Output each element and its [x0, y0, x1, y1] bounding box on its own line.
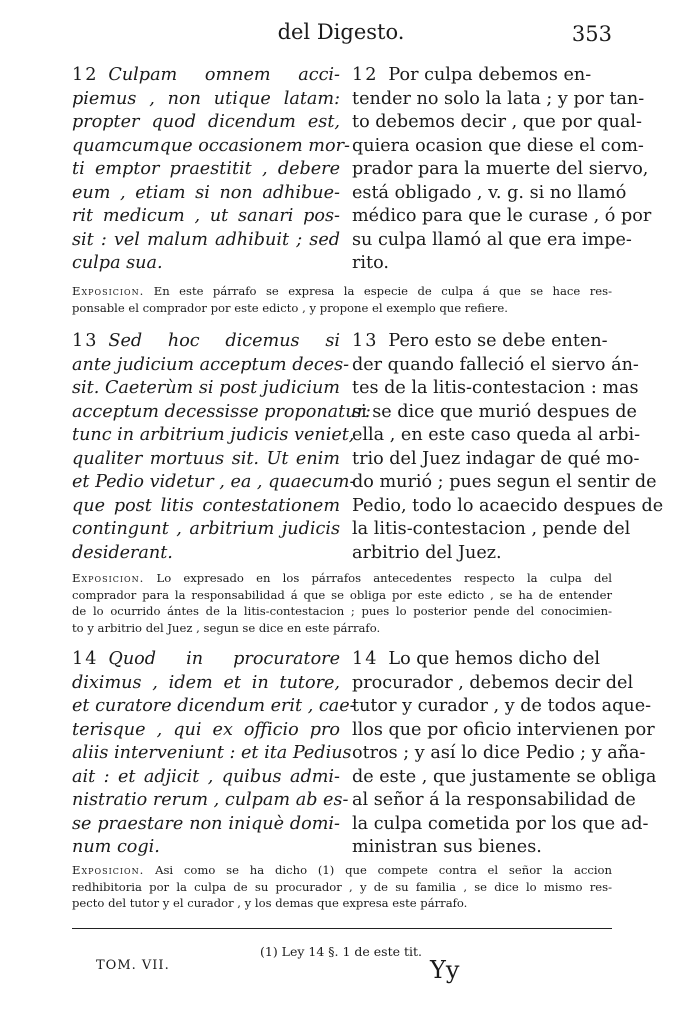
exposicion-line: ponsable el comprador por este edicto , y propone el exemplo que refiere. [72, 300, 508, 315]
exposicion-line: Lo expresado en los párrafos antecedentes respecto la culpa del [156, 571, 612, 585]
section-12-exposicion [72, 283, 612, 316]
latin-line: tunc in arbitrium judicis veniet, [72, 425, 355, 445]
exposicion-label: Exposicion. [72, 863, 145, 877]
latin-line: sit. Caeterùm si post judicium [72, 378, 340, 398]
page-number: 353 [571, 22, 612, 46]
spanish-line: rito. [352, 253, 389, 273]
spanish-line: llos que por oficio intervienen por [352, 719, 655, 740]
spanish-line: to debemos decir , que por qual- [352, 112, 642, 132]
spanish-line: su culpa llamó al que era impe- [352, 229, 632, 250]
section-14-latin [72, 648, 356, 860]
latin-line: Sed hoc dicemus si [108, 331, 340, 351]
spanish-line: procurador , debemos decir del [352, 672, 634, 693]
exposicion-line: pecto del tutor y el curador , y los demas que expresa este párrafo. [72, 896, 468, 910]
spanish-line: do murió ; pues segun el sentir de [352, 472, 657, 492]
section-number: 12 [352, 65, 379, 85]
latin-line: ante judicium acceptum deces- [72, 354, 350, 375]
latin-line: et curatore dicendum erit , cae- [72, 696, 356, 716]
latin-line: qualiter mortuus sit. Ut enim [72, 448, 340, 469]
spanish-line: médico para que le curase , ó por [352, 206, 652, 226]
exposicion-line: to y arbitrio del Juez , segun se dice en este párrafo. [72, 620, 381, 635]
spanish-line: está obligado , v. g. si no llamó [352, 182, 627, 203]
latin-line: rit medicum , ut sanari pos- [72, 206, 340, 226]
section-13-spanish [352, 330, 664, 565]
latin-line: contingunt , arbitrium judicis [72, 519, 340, 539]
latin-line: culpa sua. [72, 253, 163, 273]
latin-line: Quod in procuratore [108, 649, 340, 669]
spanish-line: prador para la muerte del siervo, [352, 159, 649, 179]
latin-line: desiderant. [72, 542, 173, 563]
running-head-title: del Digesto. [277, 20, 405, 44]
exposicion-line: En este párrafo se expresa la especie de culpa á que se hace res- [153, 284, 612, 298]
latin-line: acceptum decessisse proponatur: [72, 401, 371, 422]
spanish-line: Pedio, todo lo acaecido despues de [352, 495, 664, 516]
latin-line: Culpam omnem acci- [108, 65, 340, 85]
exposicion-line: Asi como se ha dicho (1) que compete contra el señor la accion [155, 863, 613, 877]
spanish-line: otros ; y así lo dice Pedio ; y aña- [352, 743, 646, 763]
exposicion-label: Exposicion. [72, 284, 145, 298]
latin-line: num cogi. [72, 837, 160, 857]
latin-line: que post litis contestationem [72, 495, 340, 516]
spanish-line: trio del Juez indagar de qué mo- [352, 448, 640, 469]
footnote: (1) Ley 14 §. 1 de este tit. [259, 944, 422, 959]
section-number: 14 [352, 649, 379, 669]
spanish-line: tutor y curador , y de todos aque- [352, 696, 652, 716]
section-number: 13 [352, 331, 379, 351]
volume-signature: TOM. VII. [96, 958, 170, 973]
latin-line: propter quod dicendum est, [72, 112, 340, 132]
spanish-line: tes de la litis-contestacion : mas [352, 378, 639, 398]
latin-line: quamcumque occasionem mor- [72, 135, 350, 156]
spanish-line: si se dice que murió despues de [352, 401, 637, 422]
exposicion-line: de lo ocurrido ántes de la litis-contestacion ; pues lo posterior pende del conocimien- [72, 604, 612, 618]
latin-line: sit : vel malum adhibuit ; sed [72, 229, 340, 250]
spanish-line: tender no solo la lata ; y por tan- [352, 88, 645, 109]
spanish-line: la litis-contestacion , pende del [352, 519, 631, 539]
section-14-spanish [352, 648, 657, 860]
latin-line: eum , etiam si non adhibue- [72, 182, 340, 203]
spanish-line: Pero esto se debe enten- [388, 331, 608, 351]
spanish-line: la culpa cometida por los que ad- [352, 813, 649, 834]
section-number: 14 [72, 649, 99, 669]
spanish-line: der quando falleció el siervo án- [352, 354, 639, 375]
exposicion-line: redhibitoria por la culpa de su procurador , y de su familia , se dice lo mismo res- [72, 879, 612, 894]
latin-line: diximus , idem et in tutore, [72, 672, 340, 693]
section-13-latin [72, 330, 371, 565]
exposicion-line: comprador para la responsabilidad á que se obliga por este edicto , se ha de entender [72, 587, 612, 602]
spanish-line: ella , en este caso queda al arbi- [352, 425, 641, 445]
exposicion-label: Exposicion. [72, 571, 145, 585]
latin-line: ait : et adjicit , quibus admi- [72, 766, 340, 787]
latin-line: ti emptor praestitit , debere [72, 159, 340, 179]
footnote-rule [72, 928, 612, 929]
spanish-line: ministran sus bienes. [352, 837, 542, 857]
spanish-line: al señor á la responsabilidad de [352, 790, 636, 810]
spanish-line: Lo que hemos dicho del [388, 649, 601, 669]
latin-line: aliis interveniunt : et ita Pedius [72, 743, 352, 763]
section-12-spanish [352, 64, 652, 276]
spanish-line: de este , que justamente se obliga [352, 766, 657, 787]
section-number: 13 [72, 331, 99, 351]
latin-line: nistratio rerum , culpam ab es- [72, 790, 349, 810]
latin-line: terisque , qui ex officio pro [72, 719, 340, 740]
section-13-exposicion [72, 570, 612, 636]
section-14-exposicion [72, 862, 612, 912]
spanish-line: Por culpa debemos en- [388, 65, 592, 85]
latin-line: se praestare non iniquè domi- [72, 813, 340, 834]
spanish-line: quiera ocasion que diese el com- [352, 135, 644, 156]
section-12-latin [72, 64, 350, 276]
latin-line: piemus , non utique latam: [72, 88, 340, 109]
latin-line: et Pedio videtur , ea , quaecum- [72, 472, 356, 492]
spanish-line: arbitrio del Juez. [352, 542, 502, 563]
section-number: 12 [72, 65, 99, 85]
signature-mark: Yy [430, 956, 460, 984]
